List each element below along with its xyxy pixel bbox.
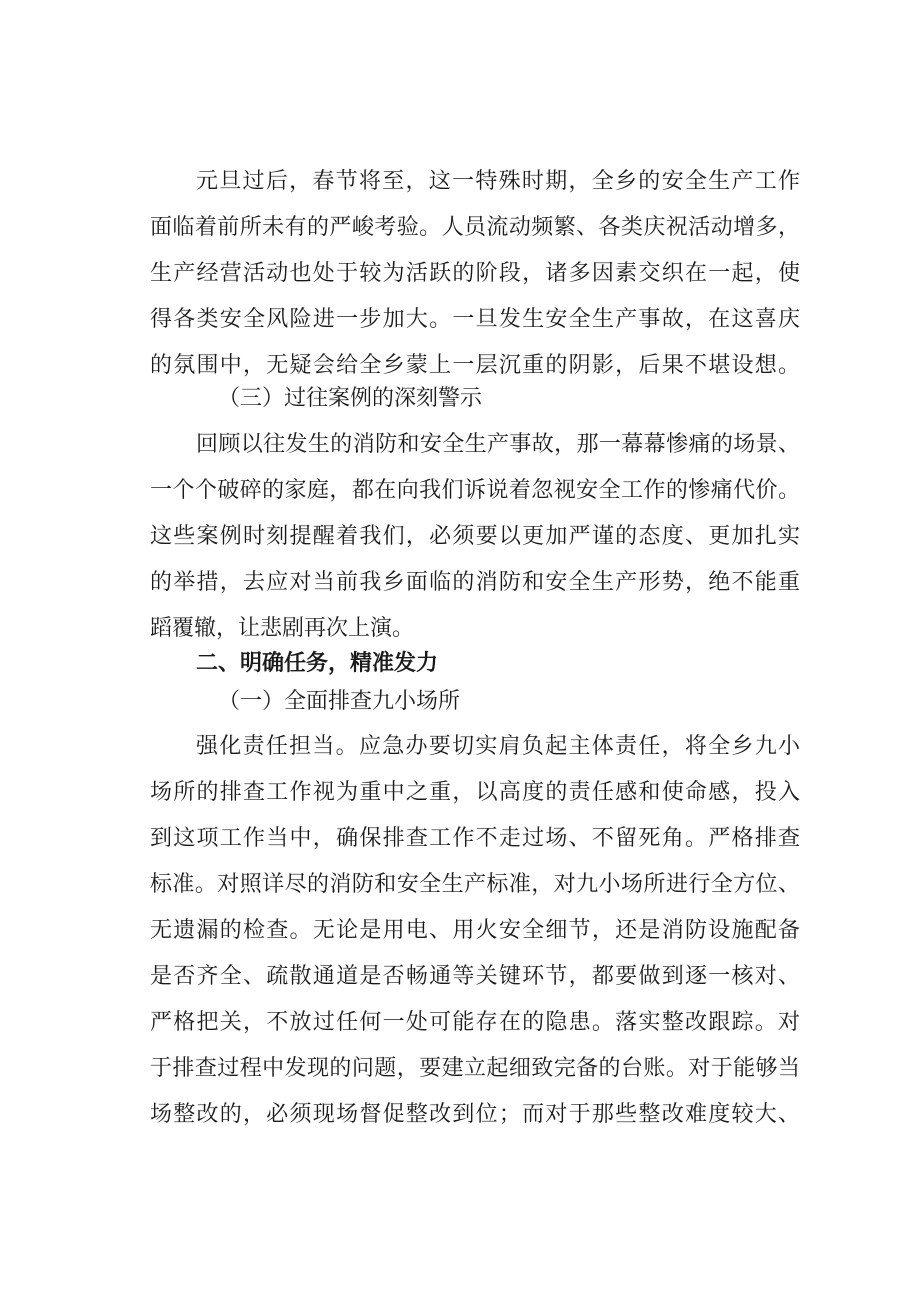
paragraph-line: 回顾以往发生的消防和安全生产事故，那一幕幕惨痛的场景、 (196, 432, 800, 457)
paragraph-line: 于排查过程中发现的问题，要建立起细致完备的台账。对于能够当 (150, 1056, 800, 1081)
paragraph-line: 场整改的，必须现场督促整改到位；而对于那些整改难度较大、 (150, 1102, 800, 1127)
paragraph-line: 标准。对照详尽的消防和安全生产标准，对九小场所进行全方位、 (150, 872, 800, 897)
paragraph-line: 是否齐全、疏散通道是否畅通等关键环节，都要做到逐一核对、 (150, 964, 800, 989)
subheading: （三）过往案例的深刻警示 (218, 386, 483, 411)
paragraph-line: 一个个破碎的家庭，都在向我们诉说着忽视安全工作的惨痛代价。 (150, 478, 800, 503)
section-heading: 二、明确任务，精准发力 (196, 651, 439, 676)
paragraph-line: 元旦过后，春节将至，这一特殊时期，全乡的安全生产工作 (196, 169, 800, 194)
paragraph-line: 场所的排查工作视为重中之重，以高度的责任感和使命感，投入 (150, 780, 800, 805)
paragraph-line: 蹈覆辙，让悲剧再次上演。 (150, 616, 415, 641)
paragraph-line: 生产经营活动也处于较为活跃的阶段，诸多因素交织在一起，使 (150, 261, 800, 286)
paragraph-line: 到这项工作当中，确保排查工作不走过场、不留死角。严格排查 (150, 826, 800, 851)
paragraph-line: 的举措，去应对当前我乡面临的消防和安全生产形势，绝不能重 (150, 570, 800, 595)
paragraph-line: 面临着前所未有的严峻考验。人员流动频繁、各类庆祝活动增多， (150, 215, 800, 240)
subheading: （一）全面排查九小场所 (218, 689, 461, 714)
paragraph-line: 得各类安全风险进一步加大。一旦发生安全生产事故，在这喜庆 (150, 307, 800, 332)
paragraph-line: 的氛围中，无疑会给全乡蒙上一层沉重的阴影，后果不堪设想。 (150, 353, 800, 378)
paragraph-line: 这些案例时刻提醒着我们，必须要以更加严谨的态度、更加扎实 (150, 524, 800, 549)
paragraph-line: 强化责任担当。应急办要切实肩负起主体责任，将全乡九小 (196, 734, 800, 759)
paragraph-line: 严格把关，不放过任何一处可能存在的隐患。落实整改跟踪。对 (150, 1010, 800, 1035)
paragraph-line: 无遗漏的检查。无论是用电、用火安全细节，还是消防设施配备 (150, 918, 800, 943)
